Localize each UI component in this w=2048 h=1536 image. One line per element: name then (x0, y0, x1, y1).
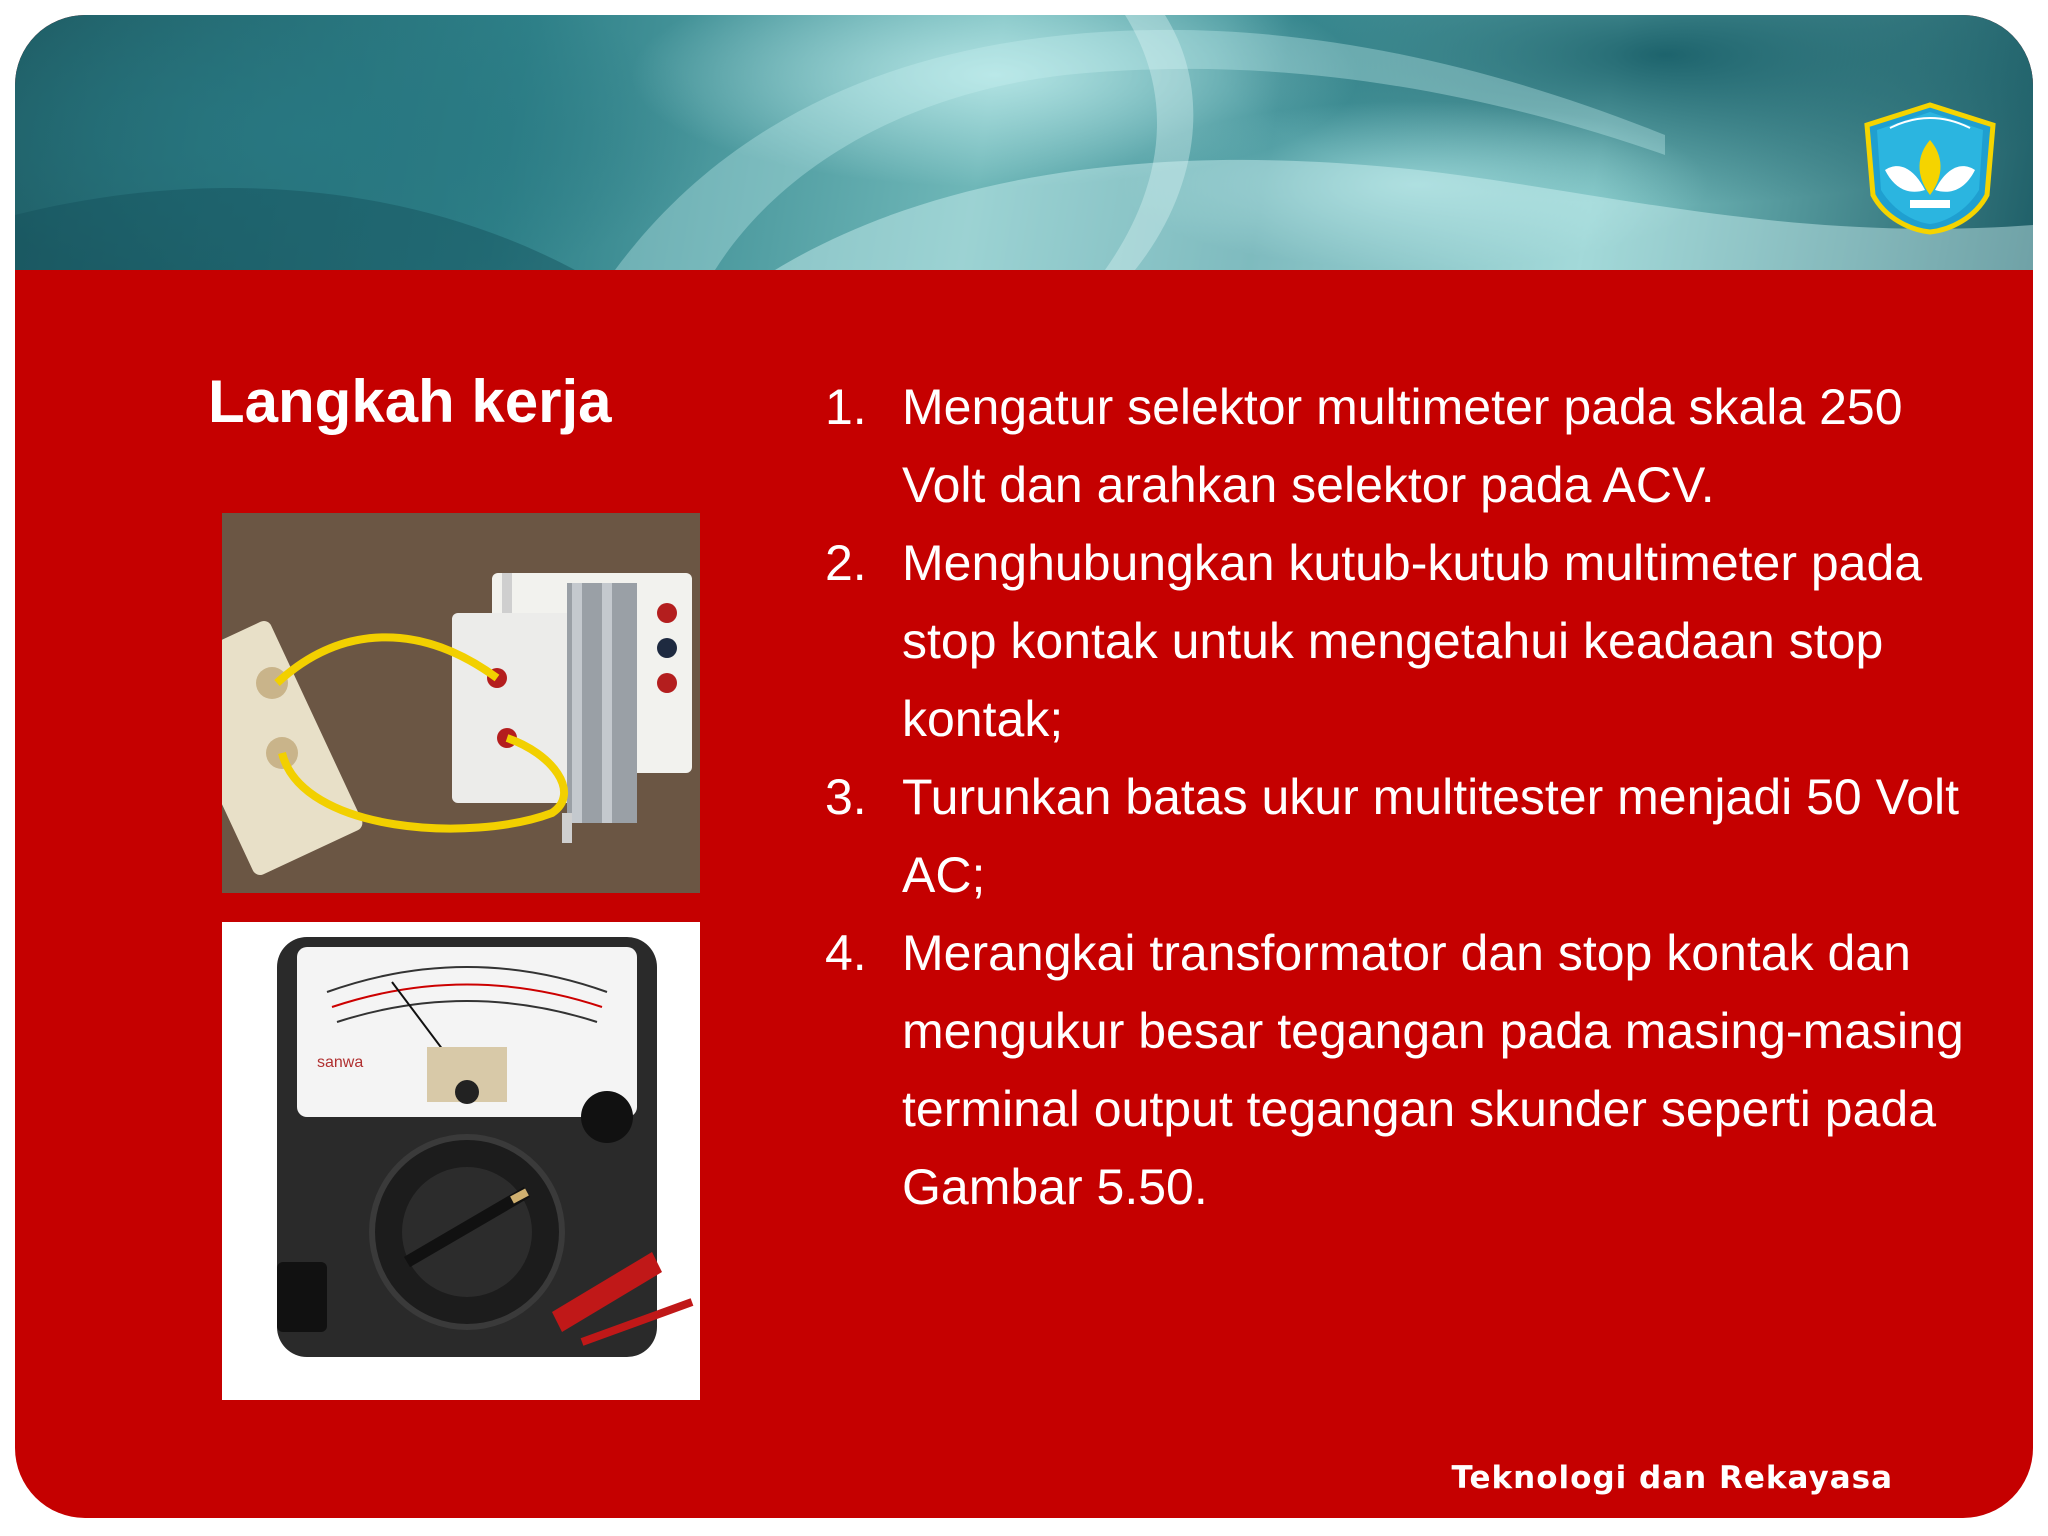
header-banner (15, 15, 2033, 270)
step-text: Turunkan batas ukur multitester menjadi 50 Volt AC; (902, 769, 1960, 903)
step-item-1 (825, 368, 1965, 524)
transformer-photo (222, 513, 700, 893)
multimeter-illustration (222, 922, 700, 1400)
tut-wuri-handayani-logo (1855, 100, 2005, 235)
step-item-2 (825, 524, 1965, 758)
step-text: Menghubungkan kutub-kutub multimeter pada stop kontak untuk mengetahui keadaan stop kontak; (902, 535, 1923, 747)
step-item-4 (825, 914, 1965, 1226)
step-number: 4. (825, 925, 867, 981)
footer-label: Teknologi dan Rekayasa (1451, 1460, 1893, 1496)
multimeter-photo (222, 922, 700, 1400)
slide (15, 15, 2033, 1518)
work-steps-list (825, 368, 1965, 1226)
svg-text:sanwa: sanwa (317, 1054, 364, 1071)
step-number: 1. (825, 379, 867, 435)
slide-title: Langkah kerja (208, 368, 612, 435)
transformer-illustration (222, 513, 700, 893)
banner-swoosh-graphic (15, 15, 2033, 270)
step-text: Mengatur selektor multimeter pada skala 250 Volt dan arahkan selektor pada ACV. (902, 379, 1903, 513)
step-number: 3. (825, 769, 867, 825)
step-item-3 (825, 758, 1965, 914)
step-number: 2. (825, 535, 867, 591)
step-text: Merangkai transformator dan stop kontak dan mengukur besar tegangan pada masing-masing terminal output tegangan skunder seperti pada Gambar 5.50. (902, 925, 1964, 1215)
